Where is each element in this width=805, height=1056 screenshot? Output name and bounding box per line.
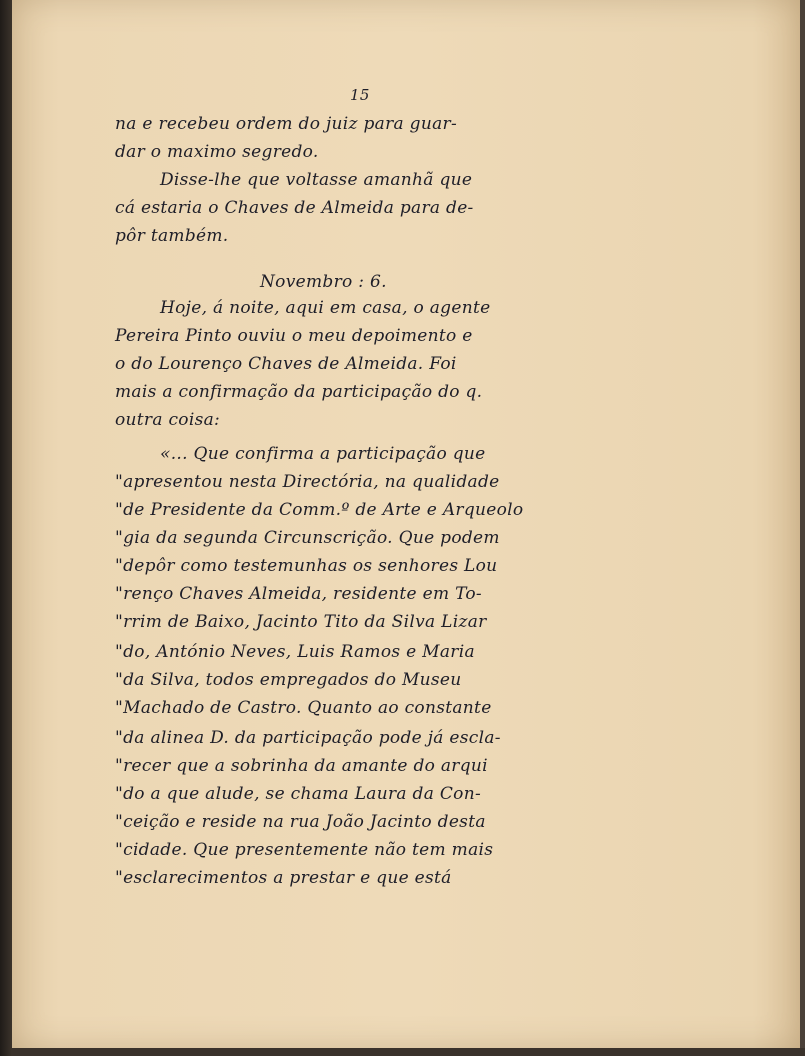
- text-line: "Machado de Castro. Quanto ao constante: [115, 698, 492, 718]
- handwritten-text: [12, 0, 800, 1048]
- text-line: Disse-lhe que voltasse amanhã que: [160, 170, 473, 190]
- text-line: "da Silva, todos empregados do Museu: [115, 670, 462, 690]
- text-line: outra coisa:: [115, 410, 221, 430]
- text-line: "de Presidente da Comm.º de Arte e Arqueolo: [115, 500, 524, 520]
- text-line: Hoje, á noite, aqui em casa, o agente: [160, 298, 491, 318]
- text-line: "depôr como testemunhas os senhores Lou: [115, 556, 498, 576]
- text-line: "ceição e reside na rua João Jacinto desta: [115, 812, 486, 832]
- text-line: dar o maximo segredo.: [115, 142, 319, 162]
- text-line: "esclarecimentos a prestar e que está: [115, 868, 452, 888]
- book-spine: [0, 0, 12, 1056]
- page-number: 15: [350, 86, 370, 104]
- page-edge-right: [800, 0, 805, 1056]
- text-line: «... Que confirma a participação que: [160, 444, 486, 464]
- page-edge-bottom: [12, 1048, 805, 1056]
- text-line: cá estaria o Chaves de Almeida para de-: [115, 198, 474, 218]
- text-line: "do a que alude, se chama Laura da Con-: [115, 784, 481, 804]
- manuscript-page: [12, 0, 800, 1048]
- text-line: "apresentou nesta Directória, na qualidade: [115, 472, 500, 492]
- text-line: "renço Chaves Almeida, residente em To-: [115, 584, 482, 604]
- text-line: "rrim de Baixo, Jacinto Tito da Silva Lizar: [115, 612, 487, 632]
- date-heading: Novembro : 6.: [260, 272, 387, 292]
- text-line: pôr também.: [115, 226, 229, 246]
- text-line: o do Lourenço Chaves de Almeida. Foi: [115, 354, 457, 374]
- text-line: mais a confirmação da participação do q.: [115, 382, 483, 402]
- text-line: "cidade. Que presentemente não tem mais: [115, 840, 494, 860]
- text-line: "gia da segunda Circunscrição. Que podem: [115, 528, 500, 548]
- text-line: na e recebeu ordem do juiz para guar-: [115, 114, 458, 134]
- text-line: "da alinea D. da participação pode já escla-: [115, 728, 501, 748]
- text-line: Pereira Pinto ouviu o meu depoimento e: [115, 326, 473, 346]
- text-line: "do, António Neves, Luis Ramos e Maria: [115, 642, 475, 662]
- text-line: "recer que a sobrinha da amante do arqui: [115, 756, 488, 776]
